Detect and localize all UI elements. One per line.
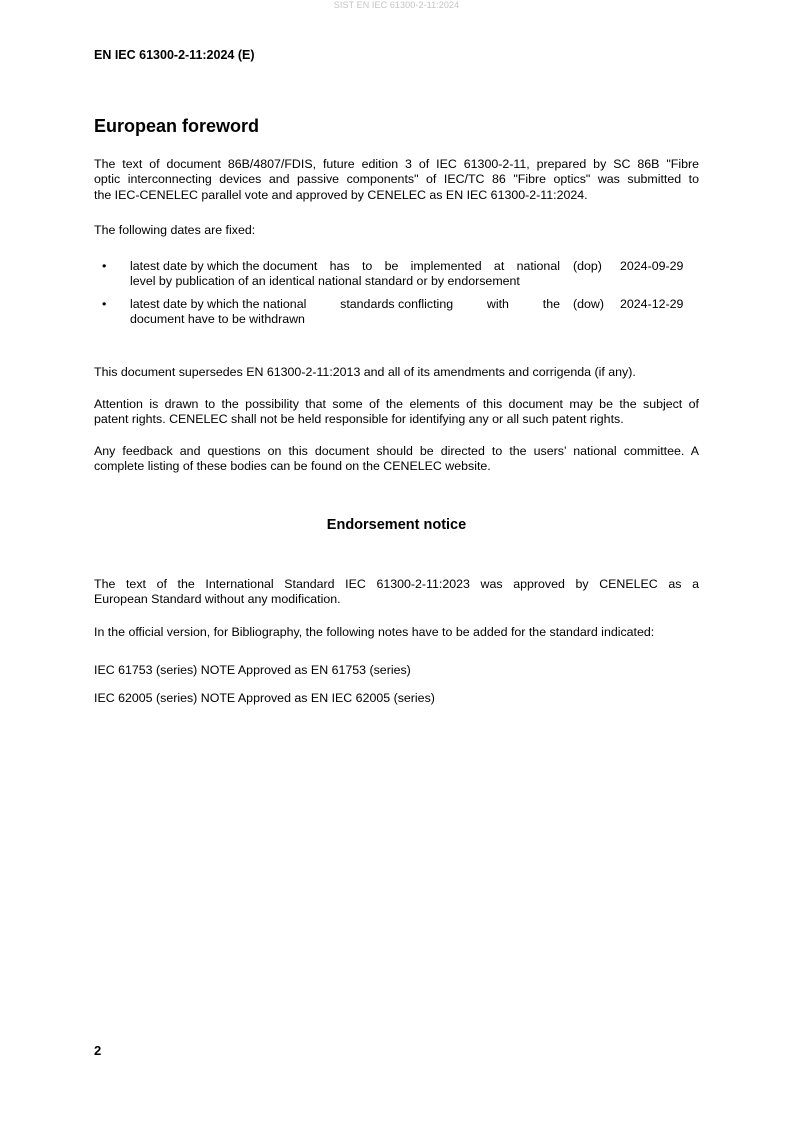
endorsement-title: Endorsement notice — [326, 517, 467, 533]
bibliography-note-1: IEC 61753 (series) NOTE Approved as EN 61753 (series) — [94, 663, 411, 677]
description-line-1 — [130, 297, 560, 312]
text-line: patent rights. CENELEC shall not be held responsible for identifying any or all such patent rights. — [94, 412, 624, 427]
date-code: (dow) — [573, 297, 604, 311]
description-line-2: level by publication of an identical national standard or by endorsement — [130, 274, 520, 289]
document-id: EN IEC 61300-2-11:2024 (E) — [94, 48, 255, 62]
word: latest date by which the national — [130, 297, 307, 311]
word: be — [384, 259, 399, 273]
description-line-2: document have to be withdrawn — [130, 312, 305, 327]
word: has — [329, 259, 350, 273]
word: standards conflicting — [340, 297, 454, 311]
text-line: the IEC-CENELEC parallel vote and approved by CENELEC as EN IEC 61300-2-11:2024. — [94, 187, 588, 202]
date-item-dow — [94, 297, 699, 331]
bullet: • — [102, 259, 107, 273]
dates-list — [94, 259, 699, 331]
bullet: • — [102, 297, 107, 311]
watermark: SIST EN IEC 61300-2-11:2024 — [333, 0, 460, 10]
date-value: 2024-09-29 — [620, 259, 684, 273]
word: at — [493, 259, 505, 273]
date-description — [130, 259, 560, 290]
foreword-paragraph-1 — [94, 157, 699, 203]
text-line: Any feedback and questions on this document should be directed to the users’ national committee. A — [94, 444, 699, 458]
supersedes-paragraph: This document supersedes EN 61300-2-11:2013 and all of its amendments and corrigenda (if any). — [94, 365, 636, 379]
endorsement-paragraph-2: In the official version, for Bibliography, the following notes have to be added for the standard indicated: — [94, 625, 655, 639]
date-value: 2024-12-29 — [620, 297, 684, 311]
text-line: Attention is drawn to the possibility that some of the elements of this document may be the subject of — [94, 397, 699, 411]
bibliography-note-2: IEC 62005 (series) NOTE Approved as EN IEC 62005 (series) — [94, 691, 435, 705]
date-description — [130, 297, 560, 328]
patent-paragraph — [94, 397, 699, 428]
date-code: (dop) — [573, 259, 602, 273]
description-line-1 — [130, 259, 560, 274]
word: latest date by which the document — [130, 259, 318, 273]
page-number: 2 — [94, 1043, 102, 1058]
word: with — [486, 297, 509, 311]
foreword-title: European foreword — [94, 116, 260, 136]
word: implemented — [410, 259, 482, 273]
text-line: optic interconnecting devices and passive components" of IEC/TC 86 "Fibre optics" was submitted to — [94, 172, 699, 187]
word: the — [542, 297, 560, 311]
word: to — [361, 259, 373, 273]
text-line: European Standard without any modification. — [94, 592, 341, 607]
text-line: complete listing of these bodies can be found on the CENELEC website. — [94, 459, 491, 474]
dates-intro: The following dates are fixed: — [94, 223, 256, 237]
text-line: The text of document 86B/4807/FDIS, future edition 3 of IEC 61300-2-11, prepared by SC 86B "Fibre — [94, 157, 699, 171]
endorsement-paragraph-1 — [94, 577, 699, 608]
text-line: The text of the International Standard IEC 61300-2-11:2023 was approved by CENELEC as a — [94, 577, 699, 591]
date-item-dop — [94, 259, 699, 293]
feedback-paragraph — [94, 444, 699, 475]
word: national — [516, 259, 560, 273]
